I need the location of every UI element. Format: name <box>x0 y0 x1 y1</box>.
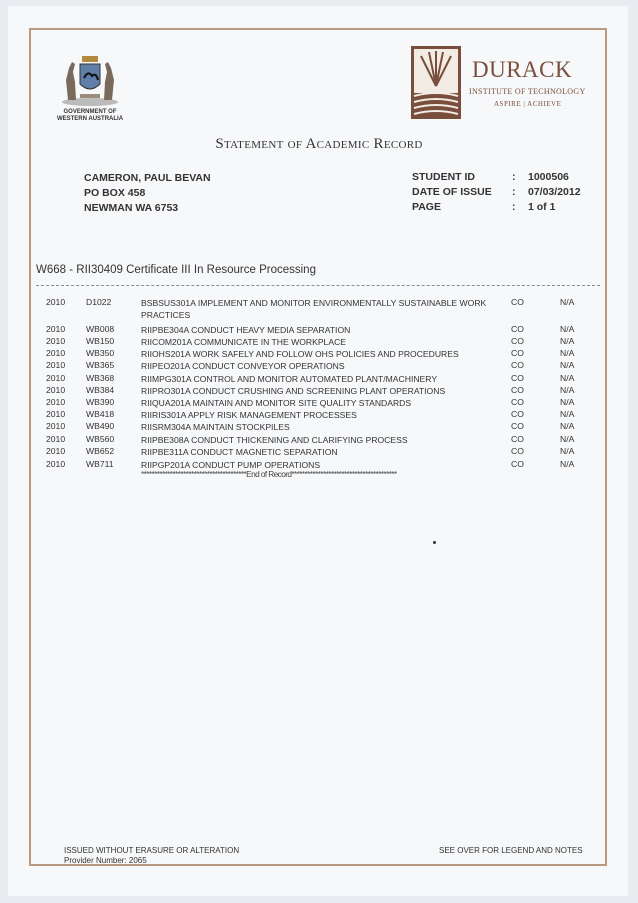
cell-unit: RIIOHS201A WORK SAFELY AND FOLLOW OHS POLICIES AND PROCEDURES <box>141 349 459 359</box>
cell-unit: RIIPBE304A CONDUCT HEAVY MEDIA SEPARATION <box>141 325 351 335</box>
student-address-block <box>84 171 211 216</box>
gov-label-line1: GOVERNMENT OF <box>63 109 117 115</box>
cell-grade: N/A <box>560 397 575 407</box>
cell-grade: N/A <box>560 373 575 383</box>
cell-year: 2010 <box>46 373 66 383</box>
cell-result: CO <box>511 459 524 469</box>
cell-code: WB390 <box>86 397 115 407</box>
cell-grade: N/A <box>560 446 575 456</box>
cell-grade: N/A <box>560 360 575 370</box>
end-of-record: ****************************************End of Record**************************************** <box>141 469 397 479</box>
table-row <box>0 446 638 458</box>
cell-unit: RIICOM201A COMMUNICATE IN THE WORKPLACE <box>141 337 347 347</box>
table-row <box>0 324 638 336</box>
table-row <box>0 434 638 446</box>
cell-unit: RIIPBE308A CONDUCT THICKENING AND CLARIFYING PROCESS <box>141 435 408 445</box>
footer-legend-note: SEE OVER FOR LEGEND AND NOTES <box>439 846 583 855</box>
meta-colon: : <box>512 171 516 183</box>
cell-code: WB368 <box>86 373 115 383</box>
meta-label: DATE OF ISSUE <box>412 186 492 198</box>
section-divider <box>36 285 600 286</box>
student-address-line2: NEWMAN WA 6753 <box>84 202 179 214</box>
table-row <box>0 421 638 433</box>
cell-unit: RIIPRO301A CONDUCT CRUSHING AND SCREENING PLANT OPERATIONS <box>141 386 446 396</box>
cell-code: WB365 <box>86 360 115 370</box>
record-meta <box>412 170 581 215</box>
cell-code: WB418 <box>86 409 115 419</box>
meta-value: 1 of 1 <box>528 201 556 213</box>
cell-result: CO <box>511 421 524 431</box>
cell-result: CO <box>511 434 524 444</box>
cell-year: 2010 <box>46 409 66 419</box>
student-address-line1: PO BOX 458 <box>84 187 146 199</box>
cell-year: 2010 <box>46 348 66 358</box>
table-row <box>0 397 638 409</box>
cell-unit: RIIMPG301A CONTROL AND MONITOR AUTOMATED PLANT/MACHINERY <box>141 374 438 384</box>
cell-grade: N/A <box>560 409 575 419</box>
cell-code: WB350 <box>86 348 115 358</box>
cell-code: WB008 <box>86 324 115 334</box>
cell-unit: RIIRIS301A APPLY RISK MANAGEMENT PROCESSES <box>141 410 357 420</box>
cell-code: D1022 <box>86 297 112 307</box>
cell-code: WB490 <box>86 421 115 431</box>
cell-grade: N/A <box>560 434 575 444</box>
cell-grade: N/A <box>560 336 575 346</box>
footer-issued-note: ISSUED WITHOUT ERASURE OR ALTERATION <box>64 846 240 855</box>
cell-grade: N/A <box>560 297 575 307</box>
cell-result: CO <box>511 409 524 419</box>
cell-result: CO <box>511 336 524 346</box>
cell-year: 2010 <box>46 434 66 444</box>
government-crest-icon <box>58 50 122 108</box>
cell-grade: N/A <box>560 348 575 358</box>
durack-logo-icon <box>411 46 461 119</box>
table-row <box>0 373 638 385</box>
table-row <box>0 385 638 397</box>
cell-year: 2010 <box>46 397 66 407</box>
cell-code: WB652 <box>86 446 115 456</box>
meta-colon: : <box>512 186 516 198</box>
cell-grade: N/A <box>560 421 575 431</box>
cell-unit: RIIPBE311A CONDUCT MAGNETIC SEPARATION <box>141 447 338 457</box>
institute-name: DURACK <box>472 57 573 82</box>
gov-label-line2: WESTERN AUSTRALIA <box>56 116 124 122</box>
meta-row-student-id <box>412 170 581 185</box>
meta-colon: : <box>512 201 516 213</box>
meta-value: 07/03/2012 <box>528 186 581 198</box>
cell-code: WB384 <box>86 385 115 395</box>
cell-grade: N/A <box>560 459 575 469</box>
cell-result: CO <box>511 373 524 383</box>
table-row <box>0 348 638 360</box>
cell-code: WB150 <box>86 336 115 346</box>
cell-result: CO <box>511 324 524 334</box>
table-row <box>0 297 638 320</box>
cell-year: 2010 <box>46 459 66 469</box>
meta-label: STUDENT ID <box>412 171 475 183</box>
cell-grade: N/A <box>560 385 575 395</box>
cell-code: WB711 <box>86 459 114 469</box>
cell-year: 2010 <box>46 324 66 334</box>
institute-subtitle: INSTITUTE OF TECHNOLOGY <box>469 87 586 96</box>
cell-unit: RIIPEO201A CONDUCT CONVEYOR OPERATIONS <box>141 361 345 371</box>
meta-value: 1000506 <box>528 171 569 183</box>
cell-year: 2010 <box>46 297 66 307</box>
cell-unit: RIIQUA201A MAINTAIN AND MONITOR SITE QUALITY STANDARDS <box>141 398 412 408</box>
cell-year: 2010 <box>46 446 66 456</box>
meta-row-date-of-issue <box>412 185 581 200</box>
document-title: Statement of Academic Record <box>215 136 423 152</box>
table-row <box>0 409 638 421</box>
student-name: CAMERON, PAUL BEVAN <box>84 172 211 184</box>
cell-result: CO <box>511 385 524 395</box>
scan-speck <box>433 541 436 544</box>
government-label <box>48 109 132 123</box>
cell-grade: N/A <box>560 324 575 334</box>
cell-unit: RIISRM304A MAINTAIN STOCKPILES <box>141 422 290 432</box>
institute-tagline: ASPIRE | ACHIEVE <box>494 100 562 108</box>
cell-code: WB560 <box>86 434 115 444</box>
footer-provider-number: Provider Number: 2065 <box>64 856 147 865</box>
cell-year: 2010 <box>46 421 66 431</box>
cell-year: 2010 <box>46 385 66 395</box>
cell-result: CO <box>511 348 524 358</box>
cell-result: CO <box>511 397 524 407</box>
cell-unit: BSBSUS301A IMPLEMENT AND MONITOR ENVIRONMENTALLY SUSTAINABLE WORK PRACTICES <box>141 298 487 320</box>
cell-result: CO <box>511 360 524 370</box>
meta-row-page <box>412 200 581 215</box>
table-row <box>0 336 638 348</box>
table-row <box>0 360 638 372</box>
meta-label: PAGE <box>412 201 441 213</box>
cell-result: CO <box>511 297 524 307</box>
footer-left <box>64 846 239 866</box>
cell-year: 2010 <box>46 336 66 346</box>
cell-result: CO <box>511 446 524 456</box>
cell-unit: RIIPGP201A CONDUCT PUMP OPERATIONS <box>141 460 321 470</box>
cell-year: 2010 <box>46 360 66 370</box>
course-title: W668 - RII30409 Certificate III In Resource Processing <box>36 264 316 276</box>
